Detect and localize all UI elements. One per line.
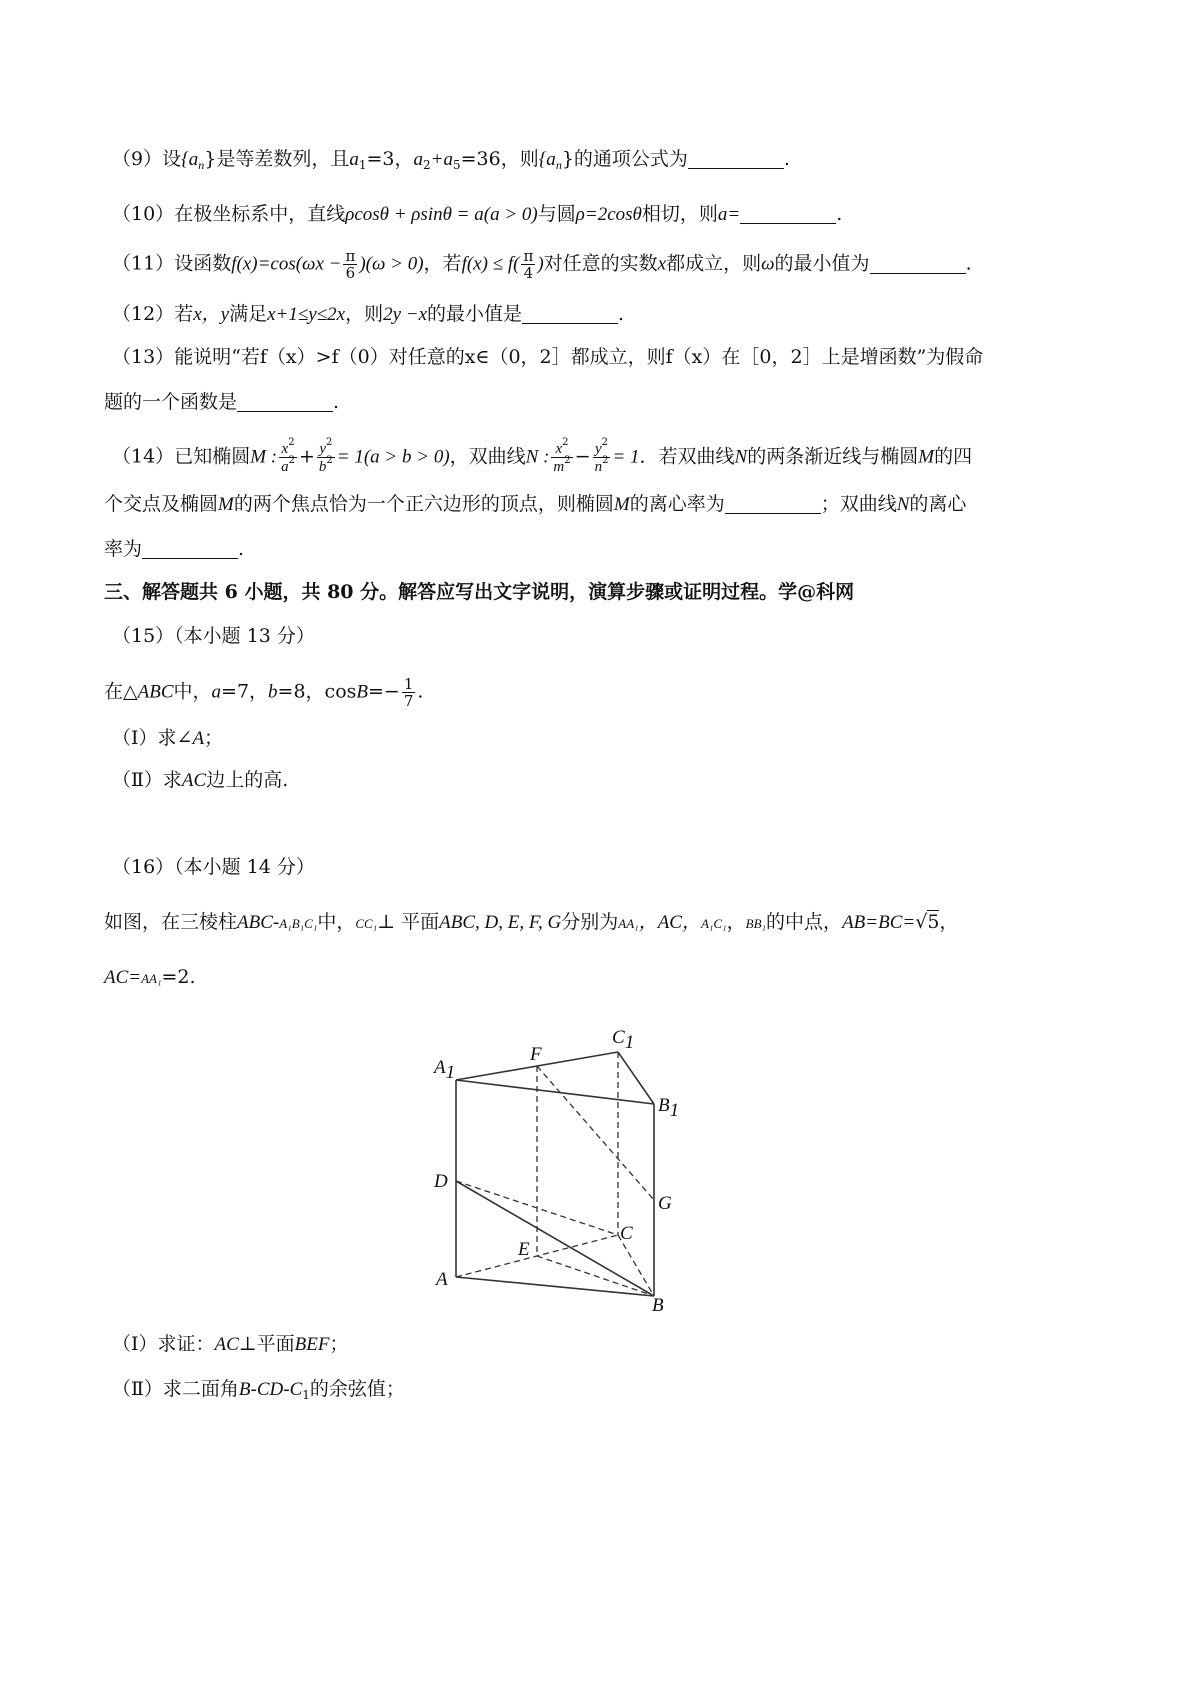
q16-text5: 的中点，: [766, 911, 843, 933]
label-e: E: [518, 1239, 530, 1260]
q15-eq: =−: [368, 680, 400, 703]
q13-text: 能说明“若f（x）>f（0）对任意的x∈（0，2］都成立，则f（x）在［0，2］上是增函数”为假命: [174, 346, 984, 368]
q9-a1-val: =3，: [366, 148, 414, 170]
q9-text3: 的通项公式为: [573, 148, 688, 170]
q16-cc1: CC₁: [355, 916, 378, 931]
q11-omega: ω: [761, 253, 775, 275]
answer-blank: [522, 303, 618, 324]
answer-blank: [725, 493, 821, 514]
q9-seq-sub-2: n: [555, 158, 562, 172]
q16-p2-angle: B-CD-C: [238, 1379, 303, 1400]
q15-p1-end: ；: [204, 727, 224, 749]
q16-points: ABC, D, E, F, G: [439, 912, 562, 933]
q16-val: =2.: [161, 966, 196, 988]
q16-prism-top: A₁B₁C₁: [279, 916, 318, 931]
q14-l2-M2: M: [613, 494, 630, 515]
q9-a1-sub: 1: [358, 158, 367, 172]
answer-blank: [870, 253, 966, 274]
q16-p1-end: ；: [329, 1333, 349, 1355]
q15-abc: ABC: [137, 681, 174, 703]
frac-den: a: [281, 459, 289, 475]
q11-line: [112, 248, 972, 281]
edge-c1-b1: [618, 1052, 654, 1104]
frac-den: 4: [523, 264, 534, 282]
frac-num: x: [555, 441, 563, 457]
q11-text3: 对任意的实数: [543, 252, 658, 275]
frac-den: b: [318, 459, 327, 475]
q14-frac-y2n2: $\frac{y^2}{n^2}$: [594, 437, 609, 475]
q16-a1c1: A₁C₁: [700, 916, 727, 931]
q14-text5: 的四: [934, 445, 973, 468]
q15-text: 在△: [104, 680, 138, 703]
q16-text6: ，: [939, 911, 959, 933]
q16-p1-ac: AC: [214, 1334, 239, 1355]
q11-func-end: )(ω > 0): [359, 253, 424, 275]
q15-b: b: [268, 681, 278, 703]
q15-end: .: [417, 680, 424, 703]
q11-frac-pi6: [343, 248, 357, 281]
q16-p1-bef: BEF: [294, 1334, 330, 1355]
q14-l3-text: 率为: [104, 538, 143, 560]
frac-num: π: [523, 247, 534, 265]
q11-ineq: f(x) ≤ f(: [461, 253, 520, 275]
frac-num: y: [319, 441, 326, 457]
label-f: F: [530, 1044, 542, 1065]
q9-seq: {a: [181, 149, 199, 170]
q9-seq-2: {a: [538, 149, 556, 170]
q10-text3: 相切，则: [641, 203, 718, 225]
q16-text2: 中，: [317, 911, 356, 933]
q10-line-eq: ρcosθ + ρsinθ = a(a > 0): [345, 204, 538, 225]
q16-text3: ⊥ 平面: [377, 911, 440, 933]
q14-hyp-end: = 1: [612, 446, 640, 468]
q15-head: （15）（本小题 13 分）: [112, 625, 315, 647]
q14-line1: （14）已知椭圆M : $\frac{x^2}{a^2}$ + $\frac{y^2}{b^2}$ = 1(a > b > 0)，双曲线N : $\frac{x^2}{m^2}$ − $\frac{y^2}{n^2}$ = 1．若双曲线N的两条渐近线与椭圆M的四: [112, 437, 973, 475]
frac-num: y: [594, 441, 602, 457]
q12-end: .: [618, 303, 625, 325]
q14-N: N :: [525, 446, 550, 468]
q14-ell-end: = 1(a > b > 0): [336, 446, 450, 468]
question-number: （9）: [112, 148, 163, 170]
q9-text2: 是等差数列，且: [216, 148, 350, 170]
q16-p1-text2: ⊥平面: [238, 1333, 295, 1355]
label-c1: C1: [612, 1027, 635, 1053]
q12-line: [112, 300, 624, 329]
q10-circle-eq: ρ=2cosθ: [575, 204, 642, 225]
question-number: （10）: [112, 203, 175, 225]
q13-end: .: [333, 391, 340, 413]
q16-aa1-2: AA₁: [141, 971, 162, 986]
q14-l2-text2: 的两个焦点恰为一个正六边形的顶点，则椭圆: [233, 493, 614, 515]
q14-frac-x2m2: $\frac{x^2}{m^2}$: [553, 437, 571, 475]
answer-blank: [142, 538, 238, 559]
q12-text2: 满足: [229, 303, 268, 325]
q10-text2: 与圆: [537, 203, 576, 225]
prism-figure: [420, 1015, 720, 1315]
answer-blank: [237, 391, 333, 412]
q16-ac-eq: AC=: [104, 967, 142, 988]
frac-num: x: [281, 441, 289, 457]
q9-line: [112, 145, 790, 174]
frac-num: π: [345, 247, 356, 265]
q16-comma: ，: [726, 911, 746, 933]
q11-text5: 的最小值为: [774, 252, 870, 275]
q15-p2-var: AC: [181, 770, 207, 791]
q16-abc: ABC-: [237, 912, 280, 933]
q16-head: （16）（本小题 14 分）: [112, 856, 315, 878]
label-g: G: [658, 1193, 672, 1214]
q16-text: 如图，在三棱柱: [104, 911, 238, 933]
q14-l2-M: M: [218, 494, 234, 515]
q9-a5-sub: 5: [452, 158, 461, 172]
q12-xy: x，y: [193, 304, 230, 325]
q11-func: f(x)=cos(ωx −: [231, 253, 342, 275]
q16-p2-text: （Ⅱ）求二面角: [112, 1378, 239, 1400]
q12-expr: 2y −x: [383, 304, 428, 325]
label-c: C: [620, 1223, 633, 1244]
q15-p2-end: 边上的高.: [206, 769, 289, 791]
frac-num: 1: [403, 675, 414, 693]
frac-den: m: [553, 459, 565, 475]
q14-M2: M: [918, 446, 935, 468]
q16-abbc: AB=BC=: [842, 912, 916, 933]
q13-text2: 题的一个函数是: [104, 391, 238, 413]
q15-p2-text: （Ⅱ）求: [112, 769, 182, 791]
q12-cond: x+1≤y≤2x: [267, 304, 346, 325]
q14-frac-x2a2: $\frac{x^2}{a^2}$: [281, 437, 295, 475]
answer-blank: [740, 203, 836, 224]
q9-a2: a: [413, 149, 423, 170]
q13-line1: [112, 343, 983, 371]
frac-den: 7: [403, 692, 414, 710]
q16-stem2: [104, 963, 196, 993]
q14-text3: ．若双曲线: [639, 445, 735, 468]
q16-p2-sub: 1: [302, 1388, 310, 1402]
frac-den: 6: [345, 264, 356, 282]
q10-end: .: [836, 203, 843, 225]
q15-text2: 中，: [173, 680, 212, 703]
answer-blank: [688, 148, 784, 169]
q11-text: 设函数: [174, 252, 232, 275]
q14-M: M :: [250, 446, 278, 468]
label-b: B: [652, 1295, 664, 1315]
q12-text3: ，则: [345, 303, 384, 325]
edge-c-b: [618, 1235, 654, 1296]
q15-frac: [402, 676, 416, 709]
q15-stem: [104, 676, 423, 709]
edge-f-g: [537, 1066, 654, 1200]
q15-a-val: =7，: [221, 680, 269, 703]
q10-line: [112, 200, 842, 229]
question-number: （13）: [112, 346, 175, 368]
q10-text: 在极坐标系中，直线: [174, 203, 346, 225]
q14-text4: 的两条渐近线与椭圆: [747, 445, 919, 468]
question-number: （14）: [112, 445, 175, 468]
q9-sum-val: =36，则: [460, 148, 539, 170]
q16-part1: [112, 1330, 349, 1359]
q15-part2: [112, 766, 288, 795]
section-heading: 三、解答题共 6 小题，共 80 分。解答应写出文字说明，演算步骤或证明过程。学@科网: [104, 581, 855, 603]
q11-end: .: [965, 252, 972, 275]
q14-l2-text: 个交点及椭圆: [104, 493, 219, 515]
q14-text: 已知椭圆: [174, 445, 251, 468]
q14-line2: [104, 490, 966, 519]
q9-seq-close: }: [204, 148, 217, 170]
q9-text: 设: [162, 148, 182, 170]
q9-seq-close-2: }: [561, 148, 574, 170]
q14-line3: [104, 535, 244, 563]
q16-p1-text: （Ⅰ）求证：: [112, 1333, 215, 1355]
question-number: （11）: [112, 252, 175, 275]
q16-stem: [104, 908, 958, 938]
q11-frac-pi4: [521, 248, 535, 281]
q9-a1: a: [349, 149, 359, 170]
question-number: （12）: [112, 303, 175, 325]
q14-l2-text3: 的离心率为: [629, 493, 725, 515]
q14-N2: N: [734, 446, 748, 468]
q15-p1-text: （Ⅰ）求∠: [112, 727, 193, 749]
q13-line2: [104, 388, 339, 416]
q11-text4: 都成立，则: [666, 252, 762, 275]
q11-text2: ，若: [423, 252, 462, 275]
q15-B: B: [356, 681, 368, 703]
q16-p2-end: 的余弦值；: [309, 1378, 405, 1400]
q11-x: x: [657, 253, 667, 275]
q15-part1: [112, 724, 223, 753]
q15-p1-var: A: [192, 728, 205, 749]
q14-text2: ，双曲线: [449, 445, 526, 468]
sqrt-icon: √: [915, 911, 928, 933]
q9-a5: +a: [430, 149, 453, 170]
q12-text4: 的最小值是: [427, 303, 523, 325]
q9-end: .: [783, 148, 790, 170]
q14-frac-y2b2: $\frac{y^2}{b^2}$: [318, 437, 333, 475]
q16-part2: [112, 1375, 405, 1404]
q10-ask: a=: [717, 204, 741, 225]
q16-ac: ，AC，: [638, 912, 701, 933]
q12-text: 若: [174, 303, 194, 325]
q14-l2-N: N: [896, 494, 910, 515]
q11-ineq-end: ): [537, 253, 544, 275]
q9-a2-sub: 2: [422, 158, 431, 172]
label-d: D: [434, 1171, 448, 1192]
q15-a: a: [211, 681, 222, 703]
frac-den: n: [594, 459, 603, 475]
label-a: A: [436, 1269, 448, 1290]
edge-a1-b1: [456, 1080, 654, 1104]
q15-b-val: =8，cos: [277, 680, 357, 703]
label-b1: B1: [658, 1095, 680, 1121]
q14-end: .: [238, 538, 245, 560]
q16-text4: 分别为: [561, 911, 619, 933]
q9-seq-sub: n: [198, 158, 205, 172]
q16-bb1: BB₁: [745, 916, 767, 931]
q14-l2-text4: ；双曲线: [820, 493, 897, 515]
q14-l2-text5: 的离心: [909, 493, 967, 515]
q16-sqrt5: 5: [927, 911, 940, 933]
q16-aa1: AA₁: [618, 916, 639, 931]
label-a1: A1: [434, 1057, 456, 1083]
